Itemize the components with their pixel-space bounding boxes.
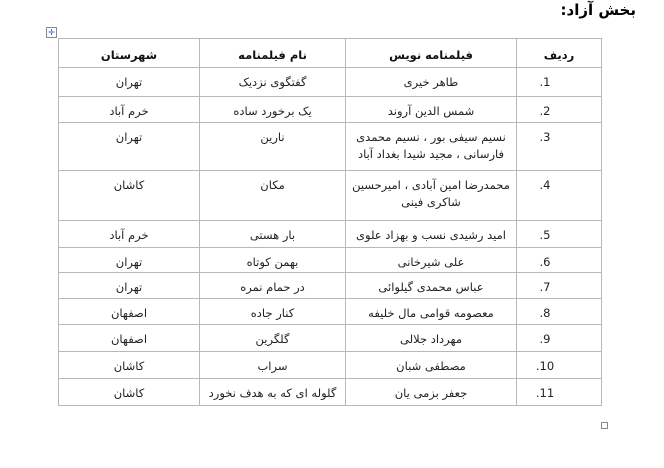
title-cell: گلوله ای که به هدف نخورد xyxy=(200,379,346,406)
city-cell: کاشان xyxy=(59,352,200,379)
table-move-handle-icon[interactable]: ✛ xyxy=(46,27,57,38)
writer-cell: شمس الدین آروند xyxy=(346,97,517,123)
table-row xyxy=(59,221,602,248)
writer-cell: طاهر خیری xyxy=(346,68,517,97)
writer-cell: معصومه قوامی مال خلیفه xyxy=(346,299,517,325)
table-resize-handle-icon[interactable] xyxy=(601,422,608,429)
writer-cell: امید رشیدی نسب و بهزاد علوی xyxy=(346,221,517,248)
row-number: 10. xyxy=(535,359,555,373)
writer-cell: نسیم سیفی بور ، نسیم محمدی فارسانی ، مجید شیدا بغداد آباد xyxy=(346,123,517,171)
table-row xyxy=(59,352,602,379)
films-table xyxy=(58,38,602,406)
row-number: 1. xyxy=(539,75,551,89)
header-writer: فیلمنامه نویس xyxy=(346,39,517,68)
row-number: 6. xyxy=(539,255,551,269)
table-row xyxy=(59,325,602,352)
city-cell: کاشان xyxy=(59,379,200,406)
city-cell: اصفهان xyxy=(59,325,200,352)
city-cell: تهران xyxy=(59,273,200,299)
title-cell: کنار جاده xyxy=(200,299,346,325)
row-number: 3. xyxy=(539,130,551,144)
table-row xyxy=(59,273,602,299)
writer-cell: عباس محمدی گیلوائی xyxy=(346,273,517,299)
row-number: 9. xyxy=(539,332,551,346)
city-cell: تهران xyxy=(59,248,200,273)
header-city: شهرستان xyxy=(59,39,200,68)
table-row xyxy=(59,299,602,325)
city-cell: کاشان xyxy=(59,171,200,221)
table-header-row xyxy=(59,39,602,68)
title-cell: بهمن کوتاه xyxy=(200,248,346,273)
row-number: 11. xyxy=(535,386,555,400)
section-heading: بخش آزاد: xyxy=(560,1,636,19)
header-title: نام فیلمنامه xyxy=(200,39,346,68)
title-cell: سراب xyxy=(200,352,346,379)
title-cell: یک برخورد ساده xyxy=(200,97,346,123)
row-number: 4. xyxy=(539,178,551,192)
table-row xyxy=(59,171,602,221)
row-number: 5. xyxy=(539,228,551,242)
city-cell: تهران xyxy=(59,68,200,97)
title-cell: گفتگوی نزدیک xyxy=(200,68,346,97)
header-row-number: ردیف xyxy=(517,39,602,68)
row-number: 8. xyxy=(539,306,551,320)
table-row xyxy=(59,68,602,97)
title-cell: نارین xyxy=(200,123,346,171)
writer-cell: علی شیرخانی xyxy=(346,248,517,273)
title-cell: مکان xyxy=(200,171,346,221)
table-row xyxy=(59,123,602,171)
city-cell: تهران xyxy=(59,123,200,171)
writer-cell: محمدرضا امین آبادی ، امیرحسین شاکری فینی xyxy=(346,171,517,221)
writer-cell: مهرداد جلالی xyxy=(346,325,517,352)
table-row xyxy=(59,379,602,406)
city-cell: اصفهان xyxy=(59,299,200,325)
writer-cell: جعفر بزمی یان xyxy=(346,379,517,406)
row-number: 2. xyxy=(539,104,551,118)
table-row xyxy=(59,97,602,123)
writer-cell: مصطفی شبان xyxy=(346,352,517,379)
city-cell: خرم آباد xyxy=(59,221,200,248)
table-row xyxy=(59,248,602,273)
title-cell: بار هستی xyxy=(200,221,346,248)
city-cell: خرم آباد xyxy=(59,97,200,123)
title-cell: در حمام نمره xyxy=(200,273,346,299)
row-number: 7. xyxy=(539,280,551,294)
title-cell: گلگرین xyxy=(200,325,346,352)
